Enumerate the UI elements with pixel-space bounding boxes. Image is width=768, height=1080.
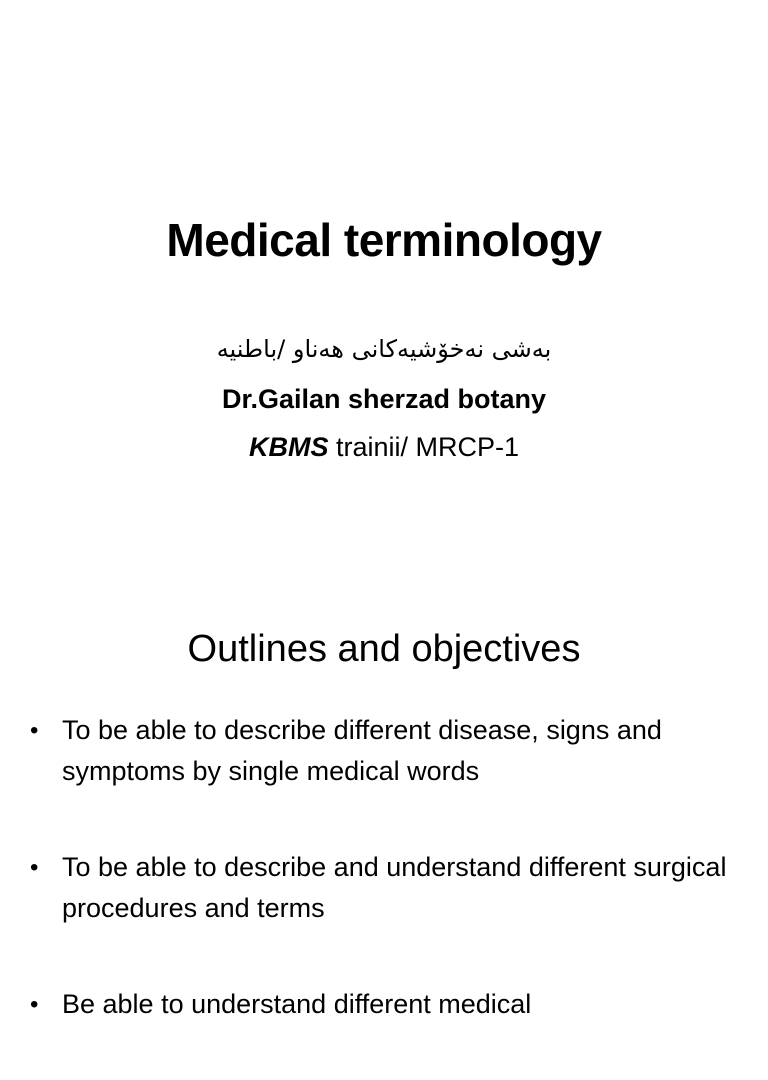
affiliation-org: KBMS <box>248 432 329 462</box>
outline-title: Outlines and objectives <box>187 628 581 670</box>
affiliation <box>0 432 768 463</box>
kurdish-subtitle: بەشی نەخۆشیەکانی هەناو /باطنیە <box>216 335 552 363</box>
bullet-text: Be able to understand different medical <box>62 989 532 1019</box>
affiliation-detail: trainii/ MRCP-1 <box>328 432 520 462</box>
bullet-text: To be able to describe different disease, signs and symptoms by single medical words <box>62 715 662 786</box>
list-item <box>30 847 730 929</box>
bullet-icon: • <box>30 717 39 744</box>
author-name: Dr.Gailan sherzad botany <box>221 384 547 414</box>
list-item <box>30 710 730 792</box>
objectives-list <box>30 710 730 1080</box>
bullet-icon: • <box>30 991 39 1018</box>
list-item <box>30 984 730 1025</box>
bullet-text: To be able to describe and understand different surgical procedures and terms <box>62 852 727 923</box>
slide-title: Medical terminology <box>166 214 602 266</box>
outline-slide <box>0 560 768 1024</box>
bullet-icon: • <box>30 854 39 881</box>
